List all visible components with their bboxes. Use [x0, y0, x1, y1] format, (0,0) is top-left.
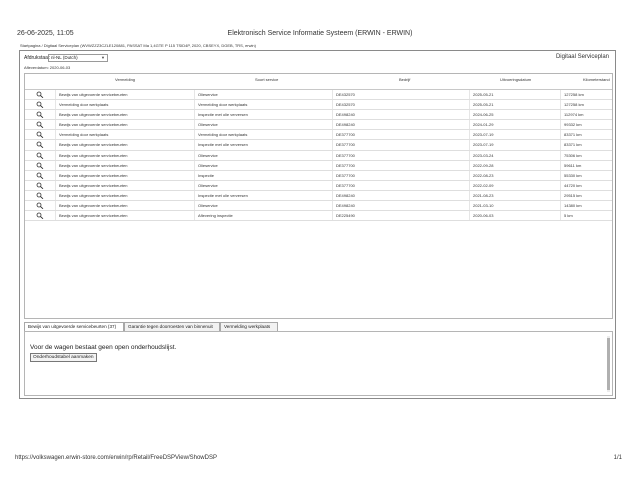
cell-vermelding: Bewijs van uitgevoerde servicebeurten — [59, 122, 128, 128]
cell-bedrijf: DE377700 — [336, 162, 355, 168]
cell-kilometerstand: 127258 km — [564, 92, 584, 97]
region-label: Afdrukstaal: — [24, 55, 51, 61]
column-divider — [560, 191, 561, 200]
column-divider — [560, 130, 561, 139]
table-row[interactable] — [25, 140, 612, 150]
cell-vermelding: Vermelding door werkplaats — [59, 132, 109, 138]
cell-bedrijf: DE225490 — [336, 213, 355, 219]
column-header-soort-service[interactable]: Soort service — [255, 77, 279, 82]
column-divider — [560, 120, 561, 129]
magnifier-icon[interactable] — [36, 111, 44, 119]
cell-bedrijf: DE498240 — [336, 122, 355, 128]
tab-panel — [24, 331, 613, 396]
column-divider — [332, 191, 333, 200]
tab-garantie-doorroesten[interactable]: Garantie tegen doorroesten van binnenuit — [124, 322, 220, 331]
column-divider — [469, 151, 470, 160]
cell-vermelding: Vermelding door werkplaats — [59, 102, 109, 108]
column-divider — [469, 171, 470, 180]
cell-soort-service: Olieservice — [198, 182, 218, 188]
column-divider — [560, 211, 561, 220]
cell-bedrijf: DE377700 — [336, 152, 355, 158]
print-datetime: 26-06-2025, 11:05 — [17, 30, 74, 37]
cell-vermelding: Bewijs van uitgevoerde servicebeurten — [59, 172, 128, 178]
column-divider — [560, 171, 561, 180]
magnifier-icon[interactable] — [36, 192, 44, 200]
cell-vermelding: Bewijs van uitgevoerde servicebeurten — [59, 92, 128, 97]
magnifier-icon[interactable] — [36, 182, 44, 190]
column-divider — [469, 161, 470, 170]
page-url: https://volkswagen.erwin-store.com/erwin/rp/Retail/FreeDSPView/ShowDSP — [15, 455, 217, 461]
column-divider — [332, 120, 333, 129]
column-divider — [560, 110, 561, 119]
column-divider — [194, 211, 195, 220]
column-divider — [194, 191, 195, 200]
cell-vermelding: Bewijs van uitgevoerde servicebeurten — [59, 192, 128, 198]
column-divider — [194, 90, 195, 99]
page-number: 1/1 — [613, 455, 622, 461]
table-row[interactable] — [25, 191, 612, 201]
cell-soort-service: Vermelding door werkplaats — [198, 102, 248, 108]
cell-uitvoeringsdatum: 2025-05-21 — [473, 102, 494, 108]
cell-bedrijf: DE377700 — [336, 142, 355, 148]
column-divider — [332, 201, 333, 210]
column-divider — [332, 100, 333, 109]
column-divider — [560, 151, 561, 160]
cell-kilometerstand: 5 km — [564, 213, 573, 219]
table-row[interactable] — [25, 201, 612, 211]
magnifier-icon[interactable] — [36, 141, 44, 149]
column-divider — [332, 110, 333, 119]
region-select[interactable] — [48, 54, 108, 62]
column-divider — [469, 140, 470, 149]
magnifier-icon[interactable] — [36, 101, 44, 109]
cell-uitvoeringsdatum: 2022-09-28 — [473, 162, 494, 168]
cell-kilometerstand: 75306 km — [564, 152, 582, 158]
column-divider — [55, 161, 56, 170]
column-divider — [469, 90, 470, 99]
region-select-value: nl-NL (Dutch) — [51, 55, 78, 60]
table-row[interactable] — [25, 130, 612, 140]
cell-uitvoeringsdatum: 2020-06-03 — [473, 213, 494, 219]
column-divider — [55, 90, 56, 99]
column-divider — [469, 191, 470, 200]
table-body — [25, 90, 612, 221]
column-divider — [194, 110, 195, 119]
column-divider — [194, 161, 195, 170]
cell-soort-service: Inspectie met olie verversen — [198, 112, 248, 118]
tab-vermelding-werkplaats[interactable]: Vermelding werkplaats — [220, 322, 278, 331]
print-header — [17, 30, 623, 42]
magnifier-icon[interactable] — [36, 152, 44, 160]
column-divider — [332, 140, 333, 149]
column-header-vermelding[interactable]: Vermelding — [115, 77, 136, 82]
breadcrumb[interactable]: Startpagina / Digitaal Serviceplan (WVWZZZ3CZLE120881, PASSAT Ma 1,4GTE P 115 TSID4P, 2020, CBSEYX, DGEB, TRS, erwin) — [20, 43, 256, 48]
delivery-date: Afleverdatum: 2020-06-03 — [24, 65, 71, 70]
cell-bedrijf: DE432570 — [336, 92, 355, 97]
column-divider — [332, 171, 333, 180]
column-header-uitvoeringsdatum[interactable]: Uitvoeringsdatum — [500, 77, 532, 82]
cell-kilometerstand: 99332 km — [564, 122, 582, 128]
column-divider — [560, 100, 561, 109]
column-divider — [332, 130, 333, 139]
magnifier-icon[interactable] — [36, 202, 44, 210]
table-row[interactable] — [25, 120, 612, 130]
cell-kilometerstand: 14380 km — [564, 203, 582, 209]
cell-vermelding: Bewijs van uitgevoerde servicebeurten — [59, 182, 128, 188]
cell-uitvoeringsdatum: 2023-07-19 — [473, 142, 494, 148]
cell-bedrijf: DE377700 — [336, 132, 355, 138]
column-divider — [469, 120, 470, 129]
column-header-bedrijf[interactable]: Bedrijf — [399, 77, 411, 82]
cell-uitvoeringsdatum: 2025-05-21 — [473, 92, 494, 97]
print-title: Elektronisch Service Informatie Systeem (ERWIN - ERWIN) — [227, 30, 413, 37]
tab-servicebeurten[interactable]: Bewijs van uitgevoerde servicebeurten (37) — [24, 322, 124, 331]
column-divider — [469, 100, 470, 109]
cell-vermelding: Bewijs van uitgevoerde servicebeurten — [59, 112, 128, 118]
column-divider — [55, 191, 56, 200]
cell-soort-service: Inspectie — [198, 172, 215, 178]
column-divider — [332, 161, 333, 170]
cell-kilometerstand: 29515 km — [564, 192, 582, 198]
table-row[interactable] — [25, 100, 612, 110]
cell-soort-service: Olieservice — [198, 162, 218, 168]
column-divider — [332, 90, 333, 99]
column-divider — [332, 151, 333, 160]
panel-scrollbar[interactable] — [607, 336, 610, 392]
cell-uitvoeringsdatum: 2022-02-09 — [473, 182, 494, 188]
column-divider — [560, 181, 561, 190]
chevron-down-icon: ▼ — [101, 55, 105, 60]
cell-kilometerstand: 127258 km — [564, 102, 584, 108]
cell-kilometerstand: 59611 km — [564, 162, 582, 168]
table-row[interactable] — [25, 151, 612, 161]
column-divider — [55, 130, 56, 139]
column-divider — [55, 201, 56, 210]
cell-kilometerstand: 112974 km — [564, 112, 584, 118]
module-title: Digitaal Serviceplan — [555, 54, 609, 60]
cell-soort-service: Olieservice — [198, 122, 218, 128]
magnifier-icon[interactable] — [36, 172, 44, 180]
column-divider — [194, 181, 195, 190]
column-divider — [194, 201, 195, 210]
toolbar — [24, 54, 611, 63]
column-divider — [55, 100, 56, 109]
cell-bedrijf: DE498240 — [336, 203, 355, 209]
cell-bedrijf: DE498240 — [336, 192, 355, 198]
no-maintenance-message: Voor de wagen bestaat geen open onderhoudslijst. — [30, 344, 177, 351]
column-divider — [469, 181, 470, 190]
magnifier-icon[interactable] — [36, 131, 44, 139]
cell-bedrijf: DE498240 — [336, 112, 355, 118]
table-header — [25, 74, 612, 90]
cell-vermelding: Bewijs van uitgevoerde servicebeurten — [59, 142, 128, 148]
cell-vermelding: Bewijs van uitgevoerde servicebeurten — [59, 162, 128, 168]
column-divider — [55, 181, 56, 190]
column-divider — [560, 201, 561, 210]
cell-soort-service: Olieservice — [198, 152, 218, 158]
column-divider — [55, 140, 56, 149]
column-divider — [55, 151, 56, 160]
column-divider — [55, 110, 56, 119]
column-divider — [55, 120, 56, 129]
column-divider — [469, 130, 470, 139]
column-header-kilometerstand[interactable]: Kilometerstand — [583, 77, 610, 82]
column-divider — [194, 140, 195, 149]
cell-vermelding: Bewijs van uitgevoerde servicebeurten — [59, 203, 128, 209]
table-row[interactable] — [25, 90, 612, 100]
cell-uitvoeringsdatum: 2023-07-19 — [473, 132, 494, 138]
cell-bedrijf: DE377700 — [336, 172, 355, 178]
column-divider — [332, 211, 333, 220]
column-divider — [560, 140, 561, 149]
magnifier-icon[interactable] — [36, 162, 44, 170]
column-divider — [55, 171, 56, 180]
table-row[interactable] — [25, 181, 612, 191]
magnifier-icon[interactable] — [36, 212, 44, 220]
cell-bedrijf: DE432570 — [336, 102, 355, 108]
column-divider — [194, 171, 195, 180]
column-divider — [55, 211, 56, 220]
column-divider — [560, 90, 561, 99]
service-table — [24, 73, 613, 319]
table-row[interactable] — [25, 211, 612, 221]
table-row[interactable] — [25, 171, 612, 181]
column-divider — [469, 201, 470, 210]
cell-soort-service: Inspectie met olie verversen — [198, 192, 248, 198]
magnifier-icon[interactable] — [36, 121, 44, 129]
cell-soort-service: Olieservice — [198, 203, 218, 209]
cell-vermelding: Bewijs van uitgevoerde servicebeurten — [59, 213, 128, 219]
cell-kilometerstand: 55330 km — [564, 172, 582, 178]
cell-uitvoeringsdatum: 2022-08-23 — [473, 172, 494, 178]
cell-soort-service: Vermelding door werkplaats — [198, 132, 248, 138]
column-divider — [194, 130, 195, 139]
cell-uitvoeringsdatum: 2021-08-23 — [473, 192, 494, 198]
cell-bedrijf: DE377700 — [336, 182, 355, 188]
cell-uitvoeringsdatum: 2024-06-25 — [473, 112, 494, 118]
cell-uitvoeringsdatum: 2024-01-29 — [473, 122, 494, 128]
column-divider — [560, 161, 561, 170]
cell-soort-service: Aflevering inspectie — [198, 213, 233, 219]
column-divider — [332, 181, 333, 190]
column-divider — [469, 211, 470, 220]
panel-scroll-thumb[interactable] — [607, 338, 610, 390]
cell-uitvoeringsdatum: 2021-03-10 — [473, 203, 494, 209]
table-row[interactable] — [25, 161, 612, 171]
column-divider — [194, 100, 195, 109]
cell-uitvoeringsdatum: 2023-03-24 — [473, 152, 494, 158]
service-plan-frame — [19, 50, 616, 399]
cell-vermelding: Bewijs van uitgevoerde servicebeurten — [59, 152, 128, 158]
cell-kilometerstand: 83371 km — [564, 142, 582, 148]
cell-soort-service: Inspectie met olie verversen — [198, 142, 248, 148]
magnifier-icon[interactable] — [36, 91, 44, 99]
column-divider — [194, 120, 195, 129]
create-maintenance-table-button[interactable]: Onderhoudstabel aanmaken — [30, 353, 97, 362]
cell-kilometerstand: 83371 km — [564, 132, 582, 138]
cell-soort-service: Olieservice — [198, 92, 218, 97]
table-row[interactable] — [25, 110, 612, 120]
cell-kilometerstand: 44720 km — [564, 182, 582, 188]
column-divider — [469, 110, 470, 119]
column-divider — [194, 151, 195, 160]
